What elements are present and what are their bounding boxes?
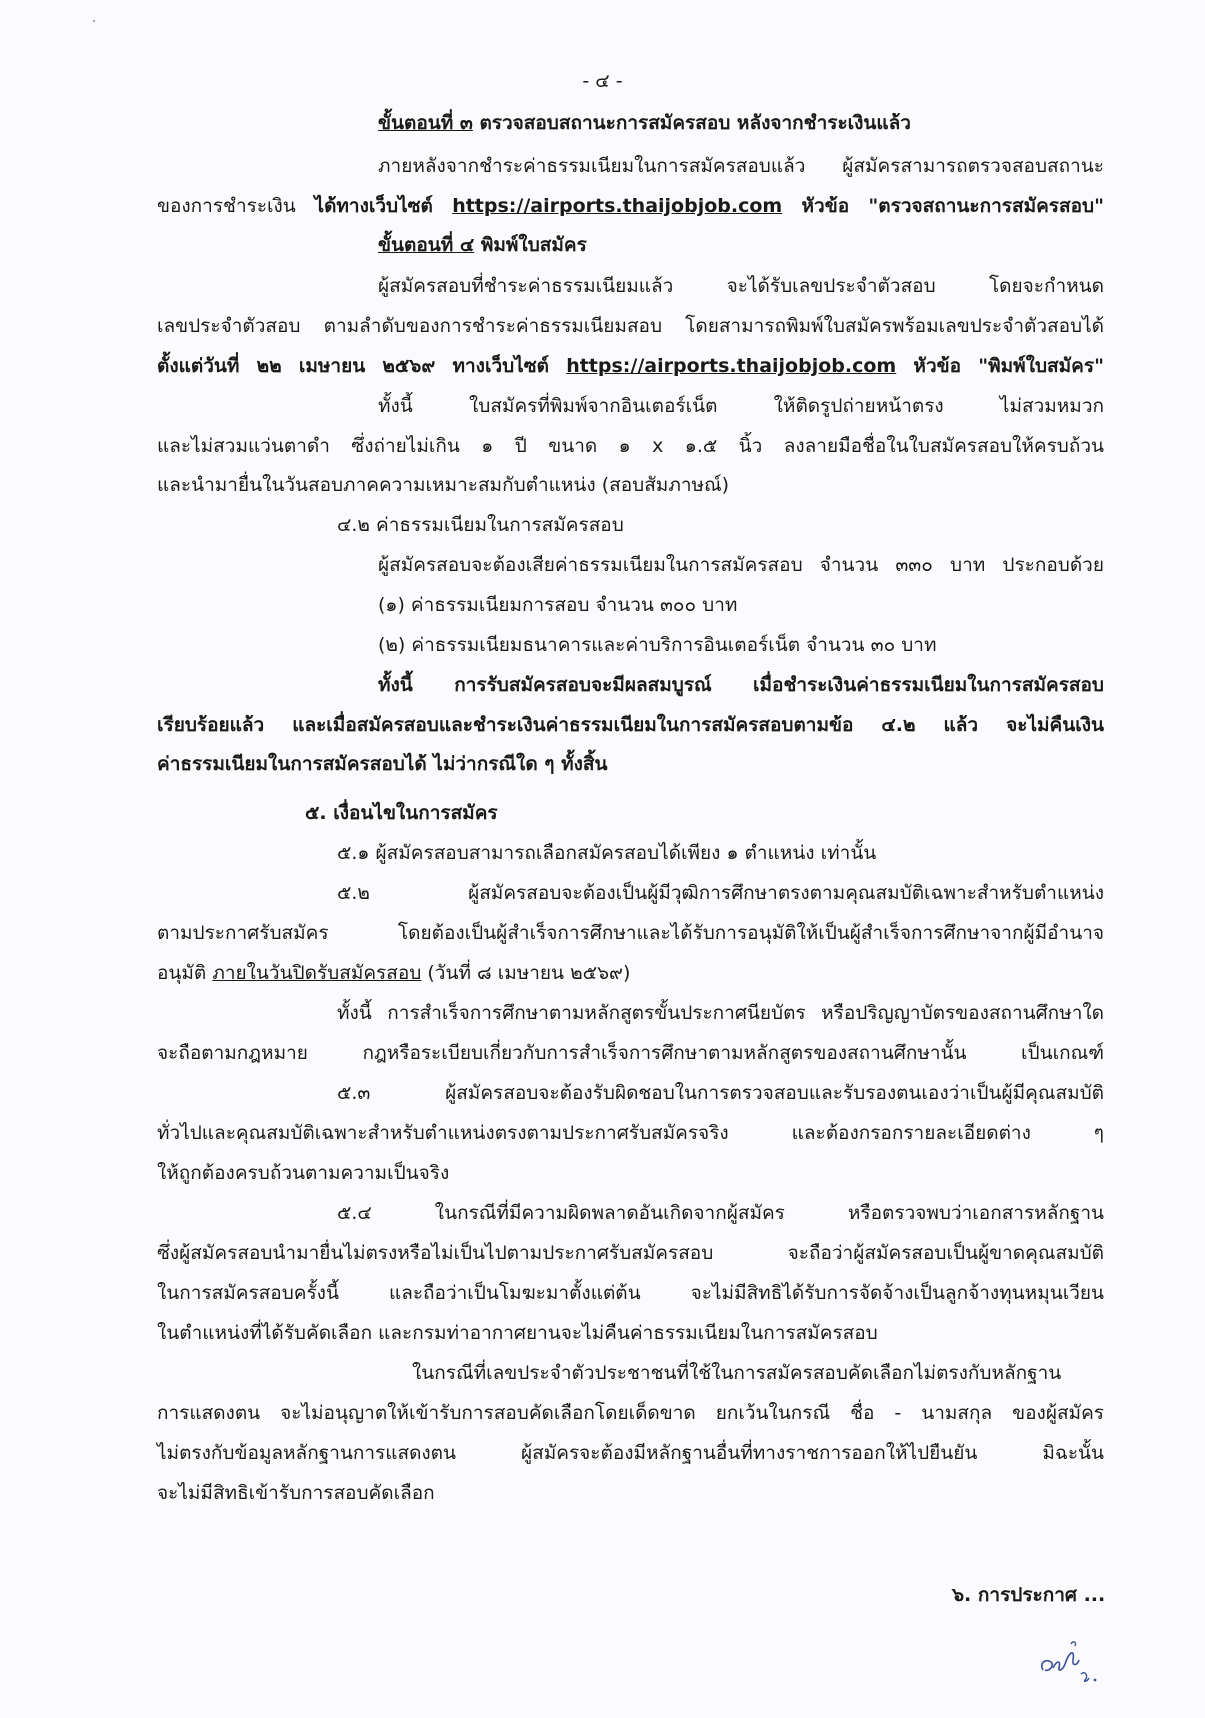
step3-line1: ภายหลังจากชำระค่าธรรมเนียมในการสมัครสอบแล้ว ผู้สมัครสามารถตรวจสอบสถานะ bbox=[378, 155, 1104, 177]
step4-heading-label: ขั้นตอนที่ ๔ bbox=[378, 234, 475, 256]
step3-line2-a: ของการชำระเงิน bbox=[157, 195, 315, 217]
closing-date-label: ภายในวันปิดรับสมัครสอบ bbox=[212, 962, 422, 984]
condition-5-2-note2: จะถือตามกฎหมาย กฎหรือระเบียบเกี่ยวกับการสำเร็จการศึกษาตามหลักสูตรของสถานศึกษานั้น เป็นเกณฑ์ bbox=[157, 1042, 1104, 1064]
fees-note1: ทั้งนี้ การรับสมัครสอบจะมีผลสมบูรณ์ เมื่อชำระเงินค่าธรรมเนียมในการสมัครสอบ bbox=[378, 674, 1104, 696]
step3-heading-text: ตรวจสอบสถานะการสมัครสอบ หลังจากชำระเงินแล้ว bbox=[472, 112, 911, 134]
id-paragraph-line1: ในกรณีที่เลขประจำตัวประชาชนที่ใช้ในการสมัครสอบคัดเลือกไม่ตรงกับหลักฐาน bbox=[412, 1362, 1062, 1384]
id-paragraph-line2: การแสดงตน จะไม่อนุญาตให้เข้ารับการสอบคัดเลือกโดยเด็ดขาด ยกเว้นในกรณี ชื่อ - นามสกุล ของผู้สมัคร bbox=[157, 1402, 1104, 1424]
step3-line2 bbox=[157, 193, 1104, 219]
condition-5-2-line3-a: อนุมัติ bbox=[157, 962, 213, 984]
condition-5-3-line1: ๕.๓ ผู้สมัครสอบจะต้องรับผิดชอบในการตรวจสอบและรับรองตนเองว่าเป็นผู้มีคุณสมบัติ bbox=[337, 1082, 1104, 1104]
step4-line3 bbox=[157, 353, 1104, 379]
step4-line5: และไม่สวมแว่นตาดำ ซึ่งถ่ายไม่เกิน ๑ ปี ขนาด ๑ x ๑.๕ นิ้ว ลงลายมือชื่อในใบสมัครสอบให้ครบถ้วน bbox=[157, 435, 1104, 457]
step4-heading-text: พิมพ์ใบสมัคร bbox=[474, 234, 587, 256]
fees-heading: ๔.๒ ค่าธรรมเนียมในการสมัครสอบ bbox=[337, 514, 624, 536]
fees-note3: ค่าธรรมเนียมในการสมัครสอบได้ ไม่ว่ากรณีใด ๆ ทั้งสิ้น bbox=[157, 753, 608, 775]
step4-line6: และนำมายื่นในวันสอบภาคความเหมาะสมกับตำแหน่ง (สอบสัมภาษณ์) bbox=[157, 474, 730, 496]
condition-5-1: ๕.๑ ผู้สมัครสอบสามารถเลือกสมัครสอบได้เพียง ๑ ตำแหน่ง เท่านั้น bbox=[337, 842, 877, 864]
step4-line4: ทั้งนี้ ใบสมัครที่พิมพ์จากอินเตอร์เน็ต ให้ติดรูปถ่ายหน้าตรง ไม่สวมหมวก bbox=[378, 395, 1104, 417]
condition-5-4-line2: ซึ่งผู้สมัครสอบนำมายื่นไม่ตรงหรือไม่เป็นไปตามประกาศรับสมัครสอบ จะถือว่าผู้สมัครสอบเป็นผู้ขาดคุณสมบัติ bbox=[157, 1242, 1104, 1264]
step3-heading bbox=[378, 110, 911, 136]
continuation-marker: ๖. การประกาศ ... bbox=[952, 1584, 1106, 1606]
step4-line3-c: หัวข้อ "พิมพ์ใบสมัคร" bbox=[896, 355, 1104, 377]
initials-signature-icon bbox=[1035, 1630, 1105, 1685]
step3-line2-b: ได้ทางเว็บไซต์ bbox=[314, 195, 453, 217]
condition-5-3-line2: ทั่วไปและคุณสมบัติเฉพาะสำหรับตำแหน่งตรงตามประกาศรับสมัครจริง และต้องกรอกรายละเอียดต่าง ๆ bbox=[157, 1122, 1104, 1144]
id-paragraph-line3: ไม่ตรงกับข้อมูลหลักฐานการแสดงตน ผู้สมัครจะต้องมีหลักฐานอื่นที่ทางราชการออกให้ไปยืนยัน มิฉะนั้น bbox=[157, 1442, 1104, 1464]
condition-5-4-line3: ในการสมัครสอบครั้งนี้ และถือว่าเป็นโมฆะมาตั้งแต่ต้น จะไม่มีสิทธิได้รับการจัดจ้างเป็นลูกจ้างทุนหมุนเวียน bbox=[157, 1282, 1104, 1304]
fees-note2: เรียบร้อยแล้ว และเมื่อสมัครสอบและชำระเงินค่าธรรมเนียมในการสมัครสอบตามข้อ ๔.๒ แล้ว จะไม่คืนเงิน bbox=[157, 714, 1104, 736]
condition-5-2-line2: ตามประกาศรับสมัคร โดยต้องเป็นผู้สำเร็จการศึกษาและได้รับการอนุมัติให้เป็นผู้สำเร็จการศึกษาจากผู้มีอำนาจ bbox=[157, 922, 1104, 944]
step4-line3-a: ตั้งแต่วันที่ ๒๒ เมษายน ๒๕๖๙ ทางเว็บไซต์ bbox=[157, 355, 567, 377]
fees-line1: ผู้สมัครสอบจะต้องเสียค่าธรรมเนียมในการสมัครสอบ จำนวน ๓๓๐ บาท ประกอบด้วย bbox=[378, 554, 1104, 576]
condition-5-2-line3 bbox=[157, 960, 630, 986]
condition-5-2-line1: ๕.๒ ผู้สมัครสอบจะต้องเป็นผู้มีวุฒิการศึกษาตรงตามคุณสมบัติเฉพาะสำหรับตำแหน่ง bbox=[337, 882, 1104, 904]
page-number: - ๔ - bbox=[582, 70, 623, 92]
scan-speck bbox=[93, 20, 95, 22]
step3-website-link[interactable]: https://airports.thaijobjob.com bbox=[452, 195, 783, 217]
step3-heading-label: ขั้นตอนที่ ๓ bbox=[378, 112, 473, 134]
step4-website-link[interactable]: https://airports.thaijobjob.com bbox=[566, 355, 897, 377]
fees-item1: (๑) ค่าธรรมเนียมการสอบ จำนวน ๓๐๐ บาท bbox=[378, 594, 738, 616]
condition-5-3-line3: ให้ถูกต้องครบถ้วนตามความเป็นจริง bbox=[157, 1162, 450, 1184]
condition-5-4-line1: ๕.๔ ในกรณีที่มีความผิดพลาดอันเกิดจากผู้สมัคร หรือตรวจพบว่าเอกสารหลักฐาน bbox=[337, 1202, 1104, 1224]
id-paragraph-line4: จะไม่มีสิทธิเข้ารับการสอบคัดเลือก bbox=[157, 1482, 435, 1504]
step4-line2: เลขประจำตัวสอบ ตามลำดับของการชำระค่าธรรมเนียมสอบ โดยสามารถพิมพ์ใบสมัครพร้อมเลขประจำตัวสอบได้ bbox=[157, 315, 1104, 337]
condition-5-2-line3-c: (วันที่ ๘ เมษายน ๒๕๖๙) bbox=[421, 962, 631, 984]
conditions-heading: ๕. เงื่อนไขในการสมัคร bbox=[305, 802, 498, 824]
condition-5-2-note1: ทั้งนี้ การสำเร็จการศึกษาตามหลักสูตรขั้นประกาศนียบัตร หรือปริญญาบัตรของสถานศึกษาใด bbox=[337, 1002, 1104, 1024]
step3-line2-c: หัวข้อ "ตรวจสถานะการสมัครสอบ" bbox=[782, 195, 1104, 217]
step4-heading bbox=[378, 232, 587, 258]
fees-item2: (๒) ค่าธรรมเนียมธนาคารและค่าบริการอินเตอร์เน็ต จำนวน ๓๐ บาท bbox=[378, 634, 937, 656]
condition-5-4-line4: ในตำแหน่งที่ได้รับคัดเลือก และกรมท่าอากาศยานจะไม่คืนค่าธรรมเนียมในการสมัครสอบ bbox=[157, 1322, 878, 1344]
step4-line1: ผู้สมัครสอบที่ชำระค่าธรรมเนียมแล้ว จะได้รับเลขประจำตัวสอบ โดยจะกำหนด bbox=[378, 275, 1104, 297]
